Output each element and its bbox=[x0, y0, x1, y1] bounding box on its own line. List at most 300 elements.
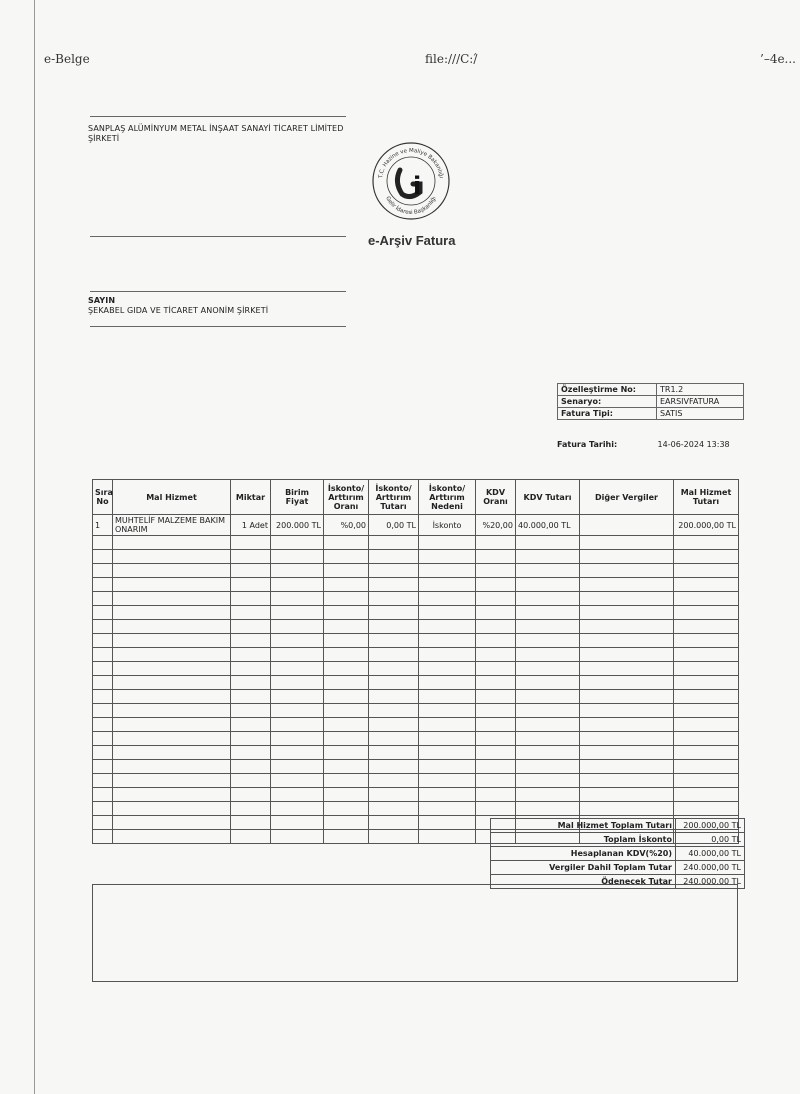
empty-cell bbox=[113, 634, 231, 648]
empty-cell bbox=[369, 788, 419, 802]
empty-table-row bbox=[93, 690, 739, 704]
empty-cell bbox=[674, 718, 739, 732]
empty-cell bbox=[231, 536, 271, 550]
empty-cell bbox=[369, 690, 419, 704]
empty-cell bbox=[271, 802, 324, 816]
empty-table-row bbox=[93, 676, 739, 690]
empty-cell bbox=[113, 746, 231, 760]
empty-cell bbox=[580, 536, 674, 550]
empty-cell bbox=[93, 662, 113, 676]
col-header: İskonto/ Arttırım Tutarı bbox=[369, 480, 419, 515]
empty-cell bbox=[93, 816, 113, 830]
cell-discount-amount: 0,00 TL bbox=[369, 515, 419, 536]
empty-cell bbox=[369, 620, 419, 634]
empty-cell bbox=[324, 732, 369, 746]
seller-top-rule bbox=[90, 116, 346, 117]
empty-cell bbox=[369, 634, 419, 648]
empty-cell bbox=[231, 774, 271, 788]
empty-cell bbox=[674, 704, 739, 718]
empty-cell bbox=[271, 578, 324, 592]
empty-cell bbox=[324, 676, 369, 690]
buyer-top-rule bbox=[90, 291, 346, 292]
info-row bbox=[558, 408, 744, 420]
empty-cell bbox=[271, 676, 324, 690]
col-header: İskonto/ Arttırım Oranı bbox=[324, 480, 369, 515]
empty-cell bbox=[113, 760, 231, 774]
empty-cell bbox=[324, 746, 369, 760]
empty-table-row bbox=[93, 788, 739, 802]
empty-cell bbox=[271, 830, 324, 844]
empty-cell bbox=[674, 676, 739, 690]
empty-table-row bbox=[93, 648, 739, 662]
empty-cell bbox=[231, 676, 271, 690]
empty-cell bbox=[271, 564, 324, 578]
empty-cell bbox=[419, 536, 476, 550]
browser-header-url: file:///C:/́ bbox=[425, 52, 478, 66]
empty-cell bbox=[231, 746, 271, 760]
empty-cell bbox=[674, 774, 739, 788]
total-value: 0,00 TL bbox=[676, 833, 745, 847]
browser-header-right: ’–4e... bbox=[760, 52, 796, 66]
empty-cell bbox=[580, 634, 674, 648]
empty-cell bbox=[516, 620, 580, 634]
empty-cell bbox=[674, 550, 739, 564]
empty-cell bbox=[324, 578, 369, 592]
empty-cell bbox=[516, 648, 580, 662]
cell-vat-amount: 40.000,00 TL bbox=[516, 515, 580, 536]
total-label: Mal Hizmet Toplam Tutarı bbox=[491, 819, 676, 833]
empty-cell bbox=[231, 606, 271, 620]
empty-cell bbox=[580, 732, 674, 746]
empty-cell bbox=[93, 732, 113, 746]
empty-cell bbox=[271, 746, 324, 760]
total-value: 40.000,00 TL bbox=[676, 847, 745, 861]
empty-cell bbox=[231, 648, 271, 662]
buyer-bottom-rule bbox=[90, 326, 346, 327]
empty-cell bbox=[113, 802, 231, 816]
cell-no: 1 bbox=[93, 515, 113, 536]
empty-cell bbox=[231, 760, 271, 774]
empty-cell bbox=[369, 648, 419, 662]
empty-cell bbox=[516, 592, 580, 606]
cell-discount-rate: %0,00 bbox=[324, 515, 369, 536]
empty-cell bbox=[369, 578, 419, 592]
empty-cell bbox=[113, 718, 231, 732]
empty-cell bbox=[476, 802, 516, 816]
total-value: 200.000,00 TL bbox=[676, 819, 745, 833]
empty-cell bbox=[93, 564, 113, 578]
empty-cell bbox=[419, 690, 476, 704]
empty-cell bbox=[369, 774, 419, 788]
empty-cell bbox=[419, 620, 476, 634]
empty-cell bbox=[93, 760, 113, 774]
buyer-name: ŞEKABEL GIDA VE TİCARET ANONİM ŞİRKETİ bbox=[88, 306, 269, 315]
totals-row bbox=[491, 833, 745, 847]
seal-top-text: T.C. Hazine ve Maliye Bakanlığı bbox=[378, 147, 444, 179]
total-label: Ödenecek Tutar bbox=[491, 875, 676, 889]
empty-cell bbox=[231, 802, 271, 816]
empty-table-row bbox=[93, 536, 739, 550]
empty-cell bbox=[369, 746, 419, 760]
col-header: KDV Oranı bbox=[476, 480, 516, 515]
empty-cell bbox=[113, 732, 231, 746]
empty-cell bbox=[580, 676, 674, 690]
seller-block bbox=[88, 124, 358, 144]
empty-cell bbox=[516, 760, 580, 774]
empty-cell bbox=[231, 718, 271, 732]
empty-cell bbox=[516, 704, 580, 718]
empty-cell bbox=[93, 634, 113, 648]
empty-cell bbox=[271, 816, 324, 830]
empty-cell bbox=[580, 774, 674, 788]
empty-cell bbox=[476, 732, 516, 746]
cell-qty: 1 Adet bbox=[231, 515, 271, 536]
empty-cell bbox=[113, 578, 231, 592]
empty-cell bbox=[271, 592, 324, 606]
items-header-row bbox=[93, 480, 739, 515]
empty-cell bbox=[419, 802, 476, 816]
notes-box bbox=[92, 884, 738, 982]
buyer-block bbox=[88, 296, 368, 316]
empty-cell bbox=[419, 704, 476, 718]
empty-cell bbox=[369, 732, 419, 746]
empty-cell bbox=[93, 704, 113, 718]
empty-cell bbox=[369, 536, 419, 550]
empty-cell bbox=[231, 564, 271, 578]
col-header: Birim Fiyat bbox=[271, 480, 324, 515]
empty-cell bbox=[231, 732, 271, 746]
empty-cell bbox=[580, 578, 674, 592]
invoice-date-value: 14-06-2024 13:38 bbox=[657, 440, 730, 449]
empty-cell bbox=[231, 690, 271, 704]
empty-cell bbox=[113, 788, 231, 802]
empty-cell bbox=[369, 550, 419, 564]
empty-cell bbox=[516, 802, 580, 816]
empty-cell bbox=[271, 732, 324, 746]
empty-cell bbox=[476, 606, 516, 620]
empty-cell bbox=[419, 662, 476, 676]
empty-cell bbox=[419, 718, 476, 732]
empty-cell bbox=[419, 578, 476, 592]
empty-cell bbox=[324, 788, 369, 802]
empty-cell bbox=[231, 592, 271, 606]
totals-row bbox=[491, 861, 745, 875]
empty-cell bbox=[113, 536, 231, 550]
empty-cell bbox=[231, 662, 271, 676]
empty-cell bbox=[516, 774, 580, 788]
empty-cell bbox=[419, 816, 476, 830]
empty-cell bbox=[476, 578, 516, 592]
empty-cell bbox=[369, 830, 419, 844]
empty-cell bbox=[324, 648, 369, 662]
empty-cell bbox=[93, 578, 113, 592]
empty-cell bbox=[580, 564, 674, 578]
empty-cell bbox=[231, 550, 271, 564]
page-margin-line bbox=[34, 0, 35, 1094]
empty-cell bbox=[476, 648, 516, 662]
empty-cell bbox=[580, 648, 674, 662]
total-label: Vergiler Dahil Toplam Tutar bbox=[491, 861, 676, 875]
info-row bbox=[558, 396, 744, 408]
empty-cell bbox=[93, 774, 113, 788]
empty-cell bbox=[324, 816, 369, 830]
empty-cell bbox=[476, 718, 516, 732]
empty-cell bbox=[324, 704, 369, 718]
empty-cell bbox=[271, 648, 324, 662]
empty-cell bbox=[419, 830, 476, 844]
empty-cell bbox=[674, 536, 739, 550]
empty-cell bbox=[476, 620, 516, 634]
empty-cell bbox=[113, 620, 231, 634]
info-value: EARSIVFATURA bbox=[657, 396, 744, 408]
empty-cell bbox=[231, 620, 271, 634]
empty-cell bbox=[324, 830, 369, 844]
empty-cell bbox=[516, 634, 580, 648]
col-header: Diğer Vergiler bbox=[580, 480, 674, 515]
empty-cell bbox=[369, 760, 419, 774]
empty-cell bbox=[324, 550, 369, 564]
empty-cell bbox=[231, 634, 271, 648]
empty-cell bbox=[271, 606, 324, 620]
col-header: Miktar bbox=[231, 480, 271, 515]
empty-cell bbox=[93, 830, 113, 844]
empty-cell bbox=[113, 676, 231, 690]
empty-cell bbox=[476, 788, 516, 802]
empty-cell bbox=[369, 816, 419, 830]
cell-line-total: 200.000,00 TL bbox=[674, 515, 739, 536]
empty-cell bbox=[674, 788, 739, 802]
empty-table-row bbox=[93, 774, 739, 788]
empty-cell bbox=[93, 648, 113, 662]
empty-cell bbox=[93, 550, 113, 564]
cell-item: MUHTELİF MALZEME BAKIM ONARIM bbox=[113, 515, 231, 536]
browser-header-left: e-Belge bbox=[44, 52, 90, 66]
empty-cell bbox=[324, 606, 369, 620]
empty-cell bbox=[476, 564, 516, 578]
col-header: Mal Hizmet Tutarı bbox=[674, 480, 739, 515]
empty-cell bbox=[419, 676, 476, 690]
empty-cell bbox=[674, 746, 739, 760]
cell-discount-reason: İskonto bbox=[419, 515, 476, 536]
empty-cell bbox=[476, 746, 516, 760]
empty-cell bbox=[516, 606, 580, 620]
empty-cell bbox=[516, 550, 580, 564]
document-title: e-Arşiv Fatura bbox=[368, 233, 456, 248]
empty-cell bbox=[113, 592, 231, 606]
seller-bottom-rule bbox=[90, 236, 346, 237]
empty-cell bbox=[419, 606, 476, 620]
empty-cell bbox=[271, 774, 324, 788]
empty-cell bbox=[516, 718, 580, 732]
total-label: Toplam İskonto bbox=[491, 833, 676, 847]
empty-table-row bbox=[93, 704, 739, 718]
empty-cell bbox=[419, 774, 476, 788]
empty-cell bbox=[580, 690, 674, 704]
empty-cell bbox=[324, 592, 369, 606]
empty-cell bbox=[580, 550, 674, 564]
total-label: Hesaplanan KDV(%20) bbox=[491, 847, 676, 861]
empty-cell bbox=[580, 606, 674, 620]
cell-vat-rate: %20,00 bbox=[476, 515, 516, 536]
empty-cell bbox=[93, 536, 113, 550]
empty-cell bbox=[580, 620, 674, 634]
empty-cell bbox=[674, 760, 739, 774]
col-header: İskonto/ Arttırım Nedeni bbox=[419, 480, 476, 515]
invoice-info-table bbox=[557, 383, 744, 420]
info-value: SATIS bbox=[657, 408, 744, 420]
empty-cell bbox=[674, 690, 739, 704]
empty-cell bbox=[476, 550, 516, 564]
empty-cell bbox=[516, 690, 580, 704]
buyer-label: SAYIN bbox=[88, 296, 116, 305]
empty-table-row bbox=[93, 564, 739, 578]
empty-cell bbox=[580, 746, 674, 760]
empty-cell bbox=[516, 564, 580, 578]
empty-cell bbox=[476, 536, 516, 550]
col-header: KDV Tutarı bbox=[516, 480, 580, 515]
info-label: Fatura Tipi: bbox=[558, 408, 657, 420]
col-header: Mal Hizmet bbox=[113, 480, 231, 515]
empty-cell bbox=[271, 704, 324, 718]
empty-cell bbox=[369, 564, 419, 578]
info-label: Senaryo: bbox=[558, 396, 657, 408]
empty-cell bbox=[231, 704, 271, 718]
empty-cell bbox=[324, 760, 369, 774]
seller-name: SANPLAŞ ALÜMİNYUM METAL İNŞAAT SANAYİ TİCARET LİMİTED ŞİRKETİ bbox=[88, 124, 344, 143]
empty-cell bbox=[113, 774, 231, 788]
empty-cell bbox=[516, 746, 580, 760]
empty-table-row bbox=[93, 606, 739, 620]
empty-cell bbox=[271, 662, 324, 676]
empty-cell bbox=[516, 536, 580, 550]
invoice-date bbox=[557, 440, 730, 449]
empty-cell bbox=[419, 564, 476, 578]
empty-cell bbox=[324, 662, 369, 676]
empty-cell bbox=[674, 802, 739, 816]
col-header: Sıra No bbox=[93, 480, 113, 515]
empty-cell bbox=[476, 592, 516, 606]
empty-cell bbox=[476, 704, 516, 718]
empty-cell bbox=[113, 830, 231, 844]
empty-cell bbox=[476, 634, 516, 648]
empty-cell bbox=[231, 830, 271, 844]
empty-cell bbox=[93, 592, 113, 606]
seal-letter: i bbox=[413, 172, 422, 200]
empty-cell bbox=[580, 704, 674, 718]
empty-cell bbox=[93, 802, 113, 816]
empty-cell bbox=[516, 676, 580, 690]
empty-cell bbox=[674, 578, 739, 592]
empty-cell bbox=[369, 676, 419, 690]
empty-table-row bbox=[93, 718, 739, 732]
empty-table-row bbox=[93, 760, 739, 774]
empty-cell bbox=[476, 690, 516, 704]
empty-cell bbox=[271, 620, 324, 634]
info-value: TR1.2 bbox=[657, 384, 744, 396]
empty-cell bbox=[93, 690, 113, 704]
empty-cell bbox=[580, 760, 674, 774]
invoice-date-label: Fatura Tarihi: bbox=[557, 440, 618, 449]
empty-cell bbox=[324, 564, 369, 578]
empty-table-row bbox=[93, 746, 739, 760]
empty-table-row bbox=[93, 578, 739, 592]
empty-cell bbox=[419, 760, 476, 774]
empty-cell bbox=[324, 802, 369, 816]
seal-bottom-text: Gelir İdaresi Başkanlığı bbox=[384, 195, 438, 217]
empty-table-row bbox=[93, 634, 739, 648]
empty-cell bbox=[93, 718, 113, 732]
table-row bbox=[93, 515, 739, 536]
totals-row bbox=[491, 819, 745, 833]
empty-cell bbox=[419, 788, 476, 802]
empty-cell bbox=[476, 774, 516, 788]
totals-table bbox=[490, 818, 745, 889]
totals-row bbox=[491, 847, 745, 861]
total-value: 240.000,00 TL bbox=[676, 861, 745, 875]
empty-cell bbox=[674, 592, 739, 606]
empty-cell bbox=[419, 550, 476, 564]
empty-cell bbox=[271, 536, 324, 550]
empty-cell bbox=[476, 662, 516, 676]
empty-cell bbox=[580, 802, 674, 816]
gib-logo-seal bbox=[370, 140, 452, 222]
info-label: Özelleştirme No: bbox=[558, 384, 657, 396]
empty-cell bbox=[93, 788, 113, 802]
empty-cell bbox=[516, 788, 580, 802]
empty-cell bbox=[516, 732, 580, 746]
empty-cell bbox=[324, 718, 369, 732]
empty-cell bbox=[271, 788, 324, 802]
empty-cell bbox=[271, 760, 324, 774]
empty-cell bbox=[674, 620, 739, 634]
empty-cell bbox=[113, 662, 231, 676]
empty-cell bbox=[674, 606, 739, 620]
empty-cell bbox=[271, 550, 324, 564]
empty-cell bbox=[93, 676, 113, 690]
empty-cell bbox=[580, 718, 674, 732]
empty-cell bbox=[93, 746, 113, 760]
empty-cell bbox=[516, 578, 580, 592]
empty-cell bbox=[324, 634, 369, 648]
empty-table-row bbox=[93, 592, 739, 606]
empty-cell bbox=[419, 648, 476, 662]
empty-cell bbox=[324, 690, 369, 704]
empty-cell bbox=[113, 690, 231, 704]
empty-table-row bbox=[93, 550, 739, 564]
empty-cell bbox=[580, 788, 674, 802]
empty-cell bbox=[113, 704, 231, 718]
empty-cell bbox=[674, 648, 739, 662]
empty-cell bbox=[419, 634, 476, 648]
empty-cell bbox=[369, 704, 419, 718]
empty-cell bbox=[231, 788, 271, 802]
items-table bbox=[92, 479, 739, 844]
empty-cell bbox=[369, 592, 419, 606]
empty-table-row bbox=[93, 732, 739, 746]
empty-cell bbox=[419, 592, 476, 606]
info-row bbox=[558, 384, 744, 396]
empty-cell bbox=[113, 606, 231, 620]
empty-cell bbox=[113, 564, 231, 578]
empty-cell bbox=[419, 746, 476, 760]
empty-cell bbox=[674, 732, 739, 746]
empty-cell bbox=[369, 718, 419, 732]
cell-unit-price: 200.000 TL bbox=[271, 515, 324, 536]
empty-cell bbox=[271, 718, 324, 732]
empty-cell bbox=[93, 606, 113, 620]
empty-cell bbox=[674, 662, 739, 676]
empty-cell bbox=[674, 634, 739, 648]
